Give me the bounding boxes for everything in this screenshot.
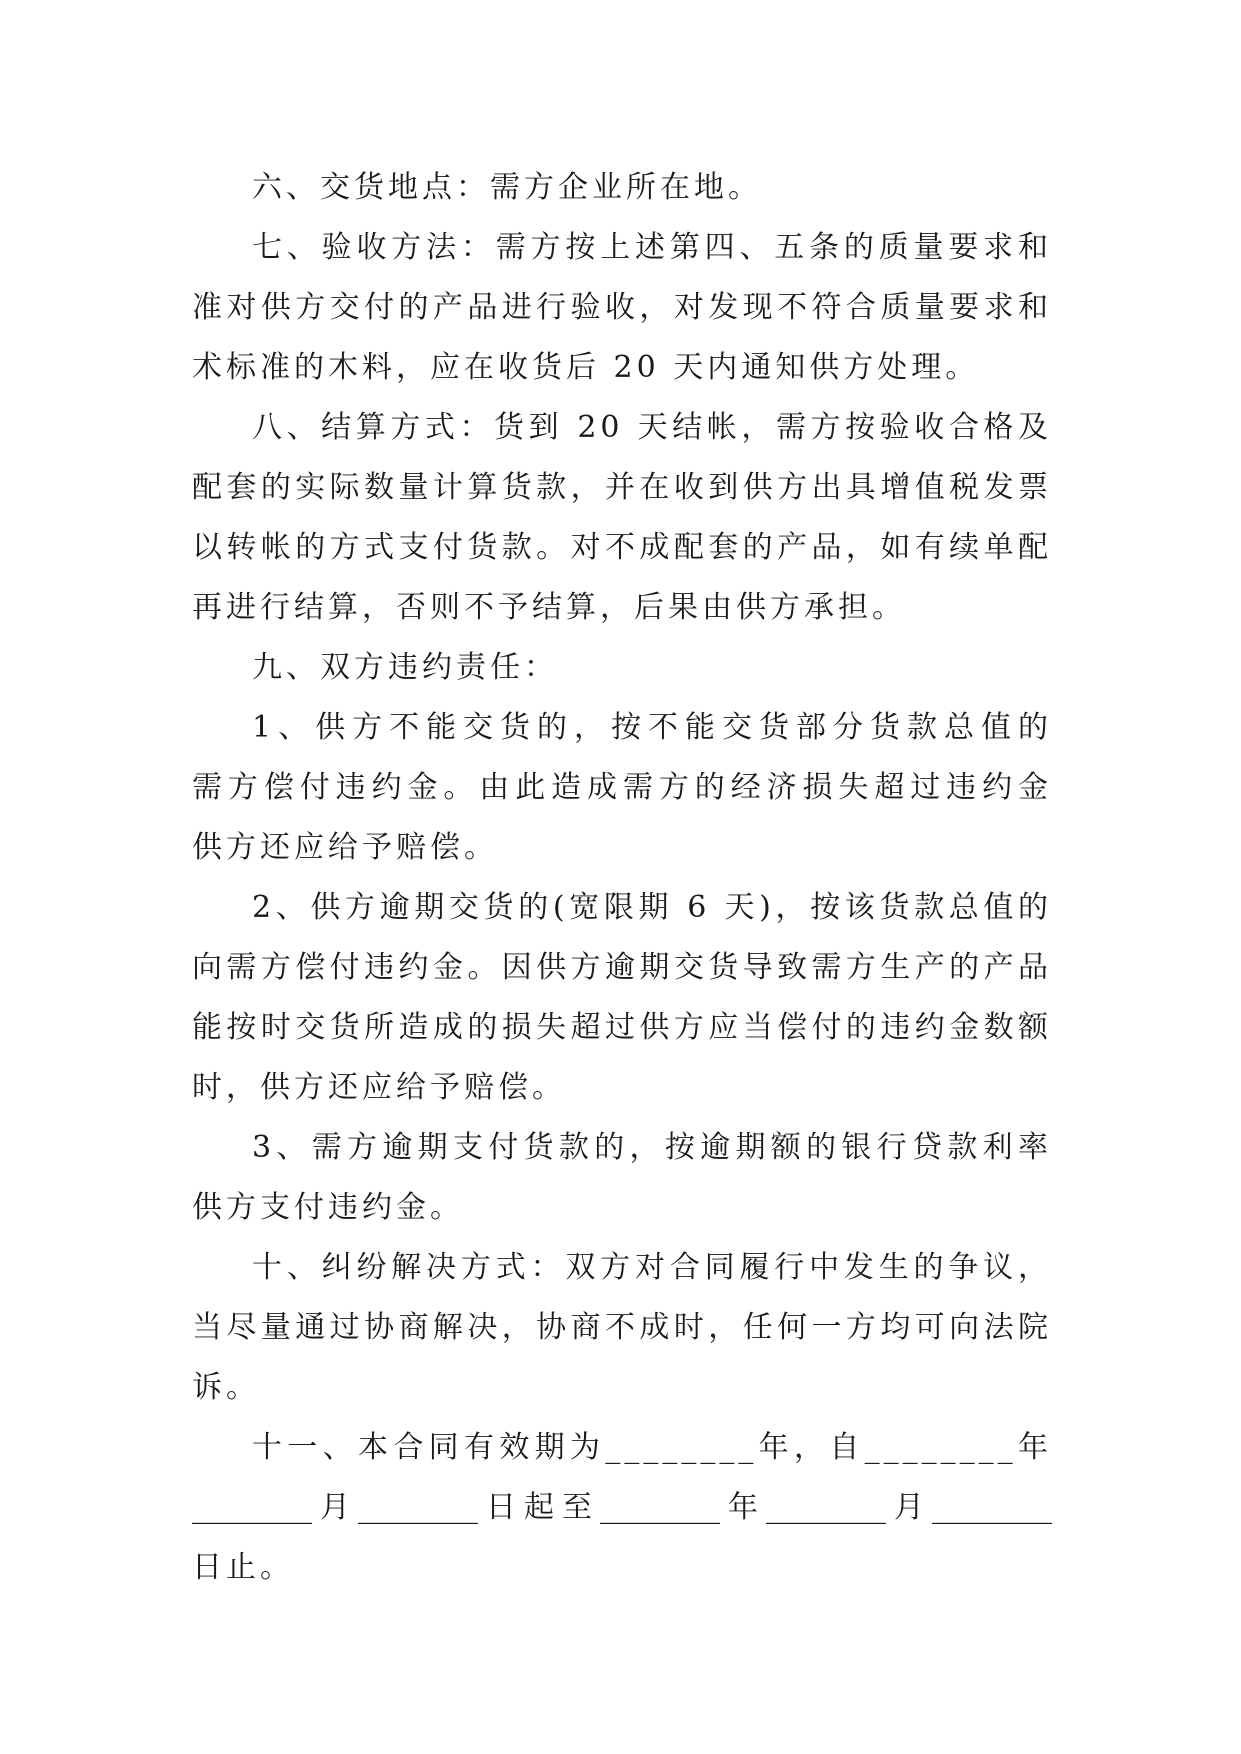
clause-9-item-1-line-1: 1、供方不能交货的，按不能交货部分货款总值的 (252, 710, 1052, 745)
clause-6-line-1: 六、交货地点：需方企业所在地。 (252, 170, 762, 205)
clause-7-line-1: 七、验收方法：需方按上述第四、五条的质量要求和 (252, 230, 1052, 265)
clause-9-item-2-line-1: 2、供方逾期交货的(宽限期 6 天)，按该货款总值的 (252, 890, 1052, 925)
clause-10-line-1: 十、纠纷解决方式：双方对合同履行中发生的争议， (252, 1250, 1052, 1285)
clause-11-line-1: 十一、本合同有效期为________年，自________年 (252, 1430, 1052, 1465)
clause-9-item-2-line-4: 时，供方还应给予赔偿。 (192, 1070, 566, 1105)
clause-8-line-3: 以转帐的方式支付货款。对不成配套的产品，如有续单配 (192, 530, 1052, 565)
clause-9-item-3-line-2: 供方支付违约金。 (192, 1190, 464, 1225)
clause-11-line-2: ________月________日起至________年________月________ (192, 1490, 1052, 1525)
clause-10-line-2: 当尽量通过协商解决，协商不成时，任何一方均可向法院 (192, 1310, 1052, 1345)
clause-9-item-2-line-3: 能按时交货所造成的损失超过供方应当偿付的违约金数额 (192, 1010, 1052, 1045)
clause-9-item-3-line-1: 3、需方逾期支付货款的，按逾期额的银行贷款利率 (252, 1130, 1052, 1165)
clause-9-heading: 九、双方违约责任： (252, 650, 558, 685)
clause-7-line-3: 术标准的木料，应在收货后 20 天内通知供方处理。 (192, 350, 980, 385)
clause-9-item-2-line-2: 向需方偿付违约金。因供方逾期交货导致需方生产的产品 (192, 950, 1052, 985)
clause-8-line-1: 八、结算方式：货到 20 天结帐，需方按验收合格及 (252, 410, 1052, 445)
clause-10-line-3: 诉。 (192, 1370, 260, 1405)
clause-9-item-1-line-2: 需方偿付违约金。由此造成需方的经济损失超过违约金 (192, 770, 1052, 805)
clause-7-line-2: 准对供方交付的产品进行验收，对发现不符合质量要求和 (192, 290, 1052, 325)
clause-9-item-1-line-3: 供方还应给予赔偿。 (192, 830, 498, 865)
clause-8-line-4: 再进行结算，否则不予结算，后果由供方承担。 (192, 590, 906, 625)
clause-8-line-2: 配套的实际数量计算货款，并在收到供方出具增值税发票 (192, 470, 1052, 505)
clause-11-line-3: 日止。 (192, 1550, 294, 1585)
